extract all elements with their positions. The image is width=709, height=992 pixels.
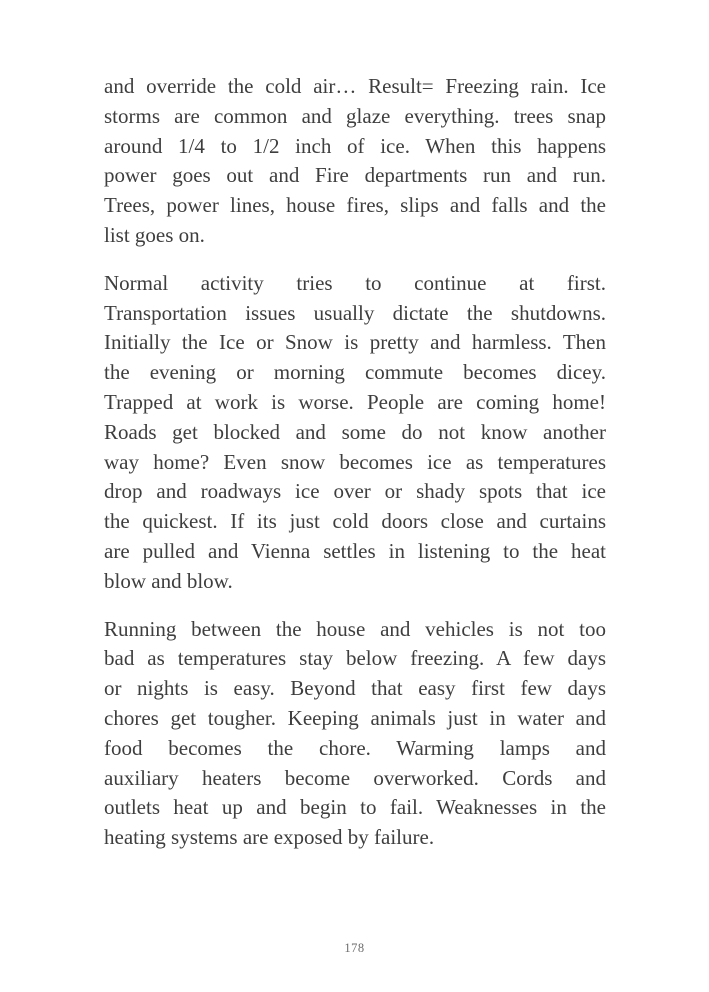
text-line: power goes out and Fire departments run and run.: [104, 163, 606, 188]
text-line: Initially the Ice or Snow is pretty and harmless. Then: [104, 330, 606, 355]
text-line: Normal activity tries to continue at first.: [104, 270, 606, 295]
text-line: around 1/4 to 1/2 inch of ice. When this happens: [104, 133, 606, 158]
text-line: auxiliary heaters become overworked. Cords and: [104, 765, 606, 790]
text-line: heating systems are exposed by failure.: [104, 825, 435, 850]
text-line: Trees, power lines, house fires, slips and falls and the: [104, 193, 606, 218]
text-line: the evening or morning commute becomes dicey.: [104, 360, 606, 385]
text-line: storms are common and glaze everything. trees snap: [104, 103, 606, 128]
text-line: Transportation issues usually dictate the shutdowns.: [104, 300, 606, 325]
page-number: 178: [344, 941, 365, 955]
text-line: way home? Even snow becomes ice as temperatures: [104, 449, 606, 474]
paragraph: [104, 72, 606, 251]
text-line: Roads get blocked and some do not know another: [104, 419, 606, 444]
text-line: or nights is easy. Beyond that easy first few days: [104, 676, 606, 701]
text-line: chores get tougher. Keeping animals just in water and: [104, 705, 606, 730]
text-line: list goes on.: [104, 222, 205, 247]
paragraph: [104, 615, 606, 853]
text-line: outlets heat up and begin to fail. Weaknesses in the: [104, 795, 606, 820]
text-line: blow and blow.: [104, 568, 233, 593]
text-line: drop and roadways ice over or shady spots that ice: [104, 479, 606, 504]
text-line: Trapped at work is worse. People are coming home!: [104, 389, 606, 414]
text-line: and override the cold air… Result= Freezing rain. Ice: [104, 74, 606, 98]
text-block: [104, 72, 606, 871]
text-line: the quickest. If its just cold doors close and curtains: [104, 509, 606, 534]
text-line: bad as temperatures stay below freezing. A few days: [104, 646, 606, 671]
text-line: food becomes the chore. Warming lamps and: [104, 735, 606, 760]
text-line: are pulled and Vienna settles in listening to the heat: [104, 538, 606, 563]
paragraph: [104, 269, 606, 597]
text-line: Running between the house and vehicles is not too: [104, 616, 606, 641]
